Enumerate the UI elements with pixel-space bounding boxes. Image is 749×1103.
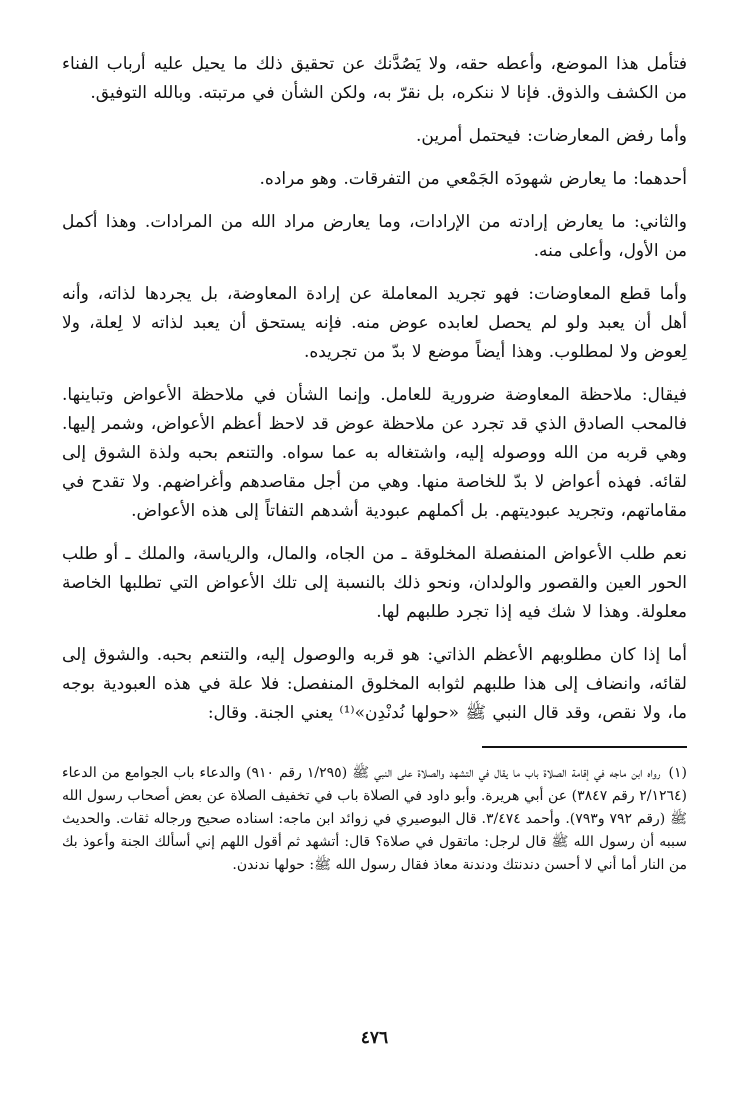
footnote-separator (482, 746, 687, 748)
footnote-text: رواه ابن ماجه في إقامة الصلاة باب ما يقال في التشهد والصلاة على النبي ﷺ (١/٢٩٥ رقم ٩١٠) والدعاء باب الجوامع من الدعاء (٢/١٢٦٤ رقم ٣٨٤٧) عن أبي هريرة. وأبو داود في الصلاة باب في تخفيف الصلاة عن بعض أصحاب رسول الله ﷺ (رقم ٧٩٢ و٧٩٣). وأحمد ٣/٤٧٤. قال البوصيري في زوائد ابن ماجه: اسناده صحيح ورجاله ثقات. والحديث سببه أن رسول الله ﷺ قال لرجل: ماتقول في صلاة؟ قال: أتشهد ثم أقول اللهم إني أسألك الجنة وأعوذ بك من النار أما أني لا أحسن دندنتك ودندنة معاذ فقال رسول الله ﷺ: حولها ندندن. (62, 765, 688, 873)
paragraph-5: وأما قطع المعاوضات: فهو تجريد المعاملة عن إرادة المعاوضة، بل يجردها لذاته، وأنه أهل أن يعبد ولو لم يحصل لعابده عوض منه. فإنه يستحق أن يعبد لذاته لا لِعلة، ولا لِعوض ولا لمطلوب. وهذا أيضاً موضع لا بدّ من تجريده. (62, 284, 687, 362)
footnote-1 (62, 762, 687, 877)
paragraph-2: وأما رفض المعارضات: فيحتمل أمرين. (415, 126, 687, 146)
page-number: ٤٧٦ (360, 1028, 389, 1048)
paragraph-6: فيقال: ملاحظة المعاوضة ضرورية للعامل. وإنما الشأن في ملاحظة الأعواض وتباينها. فالمحب الصادق الذي قد تجرد عن ملاحظة عوض قد لاحظ أعظم الأعواض، وشمر إليها. وهي قربه من الله ووصوله إليه، واشتغاله به عما سواه. والتنعم بحبه ولذة الشوق إلى لقائه. فهذه أعواض لا بدّ للخاصة منها. وهي من أجل مقاصدهم وأغراضهم. ولا تقدح في مقاماتهم، وتجريد عبوديتهم. بل أكملهم عبودية أشدهم التفاتاً إلى هذه الأعواض. (62, 385, 687, 521)
paragraph-3: أحدهما: ما يعارض شهودَه الجَمْعي من التفرقات. وهو مراده. (259, 169, 687, 189)
body-text (62, 50, 687, 728)
footnote-number: (١) (668, 765, 688, 781)
footnotes (62, 762, 687, 877)
paragraph-4: والثاني: ما يعارض إرادته من الإرادات، وما يعارض مراد الله من المرادات. وهذا أكمل من الأول، وأعلى منه. (62, 212, 687, 261)
paragraph-7: نعم طلب الأعواض المنفصلة المخلوقة ـ من الجاه، والمال، والرياسة، والملك ـ أو طلب الحور العين والقصور والولدان، ونحو ذلك بالنسبة إلى تلك الأعواض التي تطلبها الخاصة معلولة. وهذا لا شك فيه إذا تجرد طلبهم لها. (62, 544, 687, 622)
paragraph-8: أما إذا كان مطلوبهم الأعظم الذاتي: هو قربه والوصول إليه، والتنعم بحبه. والشوق إلى لقائه، وانضاف إلى هذا طلبهم لثوابه المخلوق المنفصل: فلا علة في هذه العبودية بوجه ما، ولا نقص، وقد قال النبي ﷺ «حولها نُدنْدِن»⁽¹⁾ يعني الجنة. وقال: (62, 645, 687, 723)
paragraph-1: فتأمل هذا الموضع، وأعطه حقه، ولا يَصُدَّنك عن تحقيق ذلك ما يحيل عليه أرباب الفناء من الكشف والذوق. فإنا لا ننكره، بل نقرّ به، ولكن الشأن في مرتبته. وبالله التوفيق. (62, 54, 687, 103)
